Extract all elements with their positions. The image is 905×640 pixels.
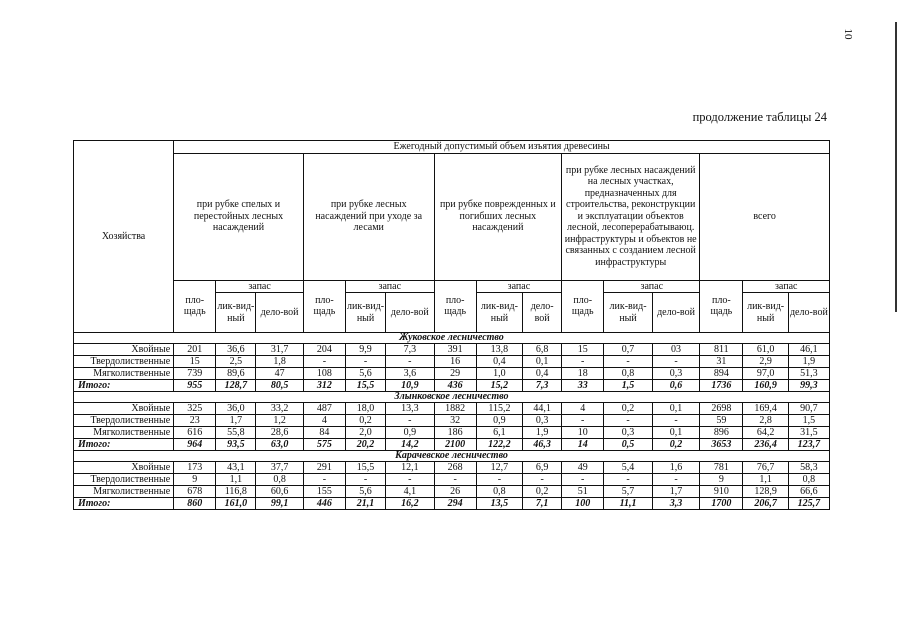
value-cell: 21,1 (346, 498, 386, 510)
value-cell: 0,8 (476, 486, 522, 498)
value-cell: 1,5 (604, 380, 653, 392)
value-cell: 125,7 (788, 498, 829, 510)
value-cell: 12,1 (386, 462, 435, 474)
value-cell: 811 (700, 344, 743, 356)
section-title: Злынковское лесничество (74, 392, 830, 403)
farm-header: Хозяйства (74, 141, 174, 333)
value-cell: 0,2 (652, 439, 699, 451)
value-cell: 1,9 (788, 356, 829, 368)
value-cell: 4,1 (386, 486, 435, 498)
value-cell: 9,9 (346, 344, 386, 356)
zapas-subheader: запас (346, 280, 435, 293)
value-cell: 896 (700, 427, 743, 439)
value-cell: 3,3 (652, 498, 699, 510)
value-cell: 13,5 (476, 498, 522, 510)
value-cell: 7,3 (523, 380, 562, 392)
value-cell: 5,6 (346, 368, 386, 380)
value-cell: - (652, 356, 699, 368)
value-cell: 1,7 (652, 486, 699, 498)
value-cell: - (346, 356, 386, 368)
business-subheader: дело-вой (652, 293, 699, 333)
value-cell: 0,1 (652, 427, 699, 439)
value-cell: 108 (303, 368, 345, 380)
table-row (74, 486, 830, 498)
value-cell: 3653 (700, 439, 743, 451)
value-cell: 6,1 (476, 427, 522, 439)
value-cell: - (386, 356, 435, 368)
page-number: 10 (842, 28, 854, 40)
value-cell: 100 (562, 498, 604, 510)
value-cell: - (604, 356, 653, 368)
species-group-name: Итого: (74, 380, 174, 392)
value-cell: 0,2 (346, 415, 386, 427)
value-cell: 23 (174, 415, 216, 427)
value-cell: 964 (174, 439, 216, 451)
section-title: Жуковское лесничество (74, 333, 830, 344)
value-cell: 2,8 (743, 415, 788, 427)
table-row (74, 415, 830, 427)
value-cell: 781 (700, 462, 743, 474)
species-group-name: Итого: (74, 498, 174, 510)
value-cell: 5,4 (604, 462, 653, 474)
value-cell: 2698 (700, 403, 743, 415)
value-cell: 0,3 (652, 368, 699, 380)
value-cell: 0,6 (652, 380, 699, 392)
area-subheader: пло-щадь (562, 280, 604, 333)
value-cell: 0,7 (604, 344, 653, 356)
species-group-name: Хвойные (74, 462, 174, 474)
value-cell: 4 (303, 415, 345, 427)
page-edge-line (895, 22, 897, 312)
table-row (74, 368, 830, 380)
table-caption: продолжение таблицы 24 (692, 110, 827, 124)
value-cell: 51 (562, 486, 604, 498)
value-cell: 7,3 (386, 344, 435, 356)
value-cell: 1,1 (216, 474, 256, 486)
value-cell: 6,9 (523, 462, 562, 474)
table-row (74, 403, 830, 415)
liquid-subheader: лик-вид-ный (476, 293, 522, 333)
table-row (74, 462, 830, 474)
value-cell: 0,2 (604, 403, 653, 415)
species-group-name: Хвойные (74, 344, 174, 356)
value-cell: 1,1 (743, 474, 788, 486)
value-cell: 36,0 (216, 403, 256, 415)
zapas-subheader: запас (743, 280, 830, 293)
value-cell: 678 (174, 486, 216, 498)
value-cell: 169,4 (743, 403, 788, 415)
value-cell: 61,0 (743, 344, 788, 356)
value-cell: 11,1 (604, 498, 653, 510)
value-cell: 47 (256, 368, 303, 380)
value-cell: 1,6 (652, 462, 699, 474)
species-group-name: Итого: (74, 439, 174, 451)
value-cell: 291 (303, 462, 345, 474)
value-cell: 391 (434, 344, 476, 356)
liquid-subheader: лик-вид-ный (216, 293, 256, 333)
value-cell: 13,3 (386, 403, 435, 415)
value-cell: 46,3 (523, 439, 562, 451)
value-cell: 18 (562, 368, 604, 380)
value-cell: 123,7 (788, 439, 829, 451)
value-cell: 910 (700, 486, 743, 498)
value-cell: 0,9 (386, 427, 435, 439)
value-cell: 31,7 (256, 344, 303, 356)
value-cell: 0,1 (523, 356, 562, 368)
value-cell: 4 (562, 403, 604, 415)
species-group-name: Твердолиственные (74, 356, 174, 368)
value-cell: 03 (652, 344, 699, 356)
harvest-volume-table (73, 140, 830, 510)
value-cell: 155 (303, 486, 345, 498)
value-cell: 204 (303, 344, 345, 356)
value-cell: 268 (434, 462, 476, 474)
value-cell: 15 (562, 344, 604, 356)
business-subheader: дело-вой (256, 293, 303, 333)
zapas-subheader: запас (476, 280, 561, 293)
zapas-subheader: запас (604, 280, 700, 293)
value-cell: 12,7 (476, 462, 522, 474)
value-cell: 55,8 (216, 427, 256, 439)
table-row (74, 344, 830, 356)
value-cell: - (303, 356, 345, 368)
value-cell: 13,8 (476, 344, 522, 356)
value-cell: - (476, 474, 522, 486)
value-cell: 9 (174, 474, 216, 486)
value-cell: 236,4 (743, 439, 788, 451)
value-cell: 37,7 (256, 462, 303, 474)
category-header: при рубке лесных насаждений при уходе за лесами (303, 153, 434, 280)
value-cell: 1736 (700, 380, 743, 392)
species-group-name: Хвойные (74, 403, 174, 415)
value-cell: 201 (174, 344, 216, 356)
value-cell: 128,9 (743, 486, 788, 498)
value-cell: 28,6 (256, 427, 303, 439)
value-cell: 0,3 (523, 415, 562, 427)
value-cell: - (434, 474, 476, 486)
value-cell: - (346, 474, 386, 486)
value-cell: 7,1 (523, 498, 562, 510)
species-group-name: Твердолиственные (74, 474, 174, 486)
value-cell: - (562, 356, 604, 368)
value-cell: 16 (434, 356, 476, 368)
value-cell: 36,6 (216, 344, 256, 356)
category-header: при рубке поврежденных и погибших лесных насаждений (434, 153, 562, 280)
value-cell: 10 (562, 427, 604, 439)
value-cell: 0,2 (523, 486, 562, 498)
value-cell: - (562, 415, 604, 427)
zapas-subheader: запас (216, 280, 304, 293)
value-cell: 93,5 (216, 439, 256, 451)
table-row (74, 356, 830, 368)
total-row (74, 380, 830, 392)
liquid-subheader: лик-вид-ный (346, 293, 386, 333)
business-subheader: дело-вой (386, 293, 435, 333)
total-row (74, 439, 830, 451)
value-cell: 58,3 (788, 462, 829, 474)
value-cell: 64,2 (743, 427, 788, 439)
category-header: при рубке спелых и перестойных лесных насаждений (174, 153, 304, 280)
value-cell: 739 (174, 368, 216, 380)
business-subheader: дело-вой (788, 293, 829, 333)
species-group-name: Твердолиственные (74, 415, 174, 427)
species-group-name: Мягколиственные (74, 368, 174, 380)
value-cell: 116,8 (216, 486, 256, 498)
value-cell: 10,9 (386, 380, 435, 392)
value-cell: 90,7 (788, 403, 829, 415)
value-cell: 0,4 (476, 356, 522, 368)
value-cell: 18,0 (346, 403, 386, 415)
value-cell: - (562, 474, 604, 486)
value-cell: 5,6 (346, 486, 386, 498)
species-group-name: Мягколиственные (74, 486, 174, 498)
value-cell: - (652, 415, 699, 427)
value-cell: 1,2 (256, 415, 303, 427)
value-cell: 1,8 (256, 356, 303, 368)
value-cell: 436 (434, 380, 476, 392)
total-row (74, 498, 830, 510)
value-cell: 43,1 (216, 462, 256, 474)
value-cell: 115,2 (476, 403, 522, 415)
business-subheader: дело-вой (523, 293, 562, 333)
section-title: Карачевское лесничество (74, 451, 830, 462)
value-cell: 16,2 (386, 498, 435, 510)
liquid-subheader: лик-вид-ный (604, 293, 653, 333)
value-cell: 2,9 (743, 356, 788, 368)
category-header: при рубке лесных насаждений на лесных участках, предназначенных для строительства, реконструкции и эксплуатации объектов лесной, лесоперерабатываюц. инфраструктуры и объектов не связанных с созданием лесной инфраструктуры (562, 153, 700, 280)
area-subheader: пло-щадь (434, 280, 476, 333)
value-cell: 575 (303, 439, 345, 451)
value-cell: 1700 (700, 498, 743, 510)
value-cell: 0,8 (604, 368, 653, 380)
value-cell: 0,8 (256, 474, 303, 486)
value-cell: 294 (434, 498, 476, 510)
value-cell: 15,2 (476, 380, 522, 392)
value-cell: 15,5 (346, 380, 386, 392)
value-cell: 2100 (434, 439, 476, 451)
value-cell: 99,3 (788, 380, 829, 392)
area-subheader: пло-щадь (303, 280, 345, 333)
main-header: Ежегодный допустимый объем изъятия древесины (174, 141, 830, 154)
value-cell: - (303, 474, 345, 486)
value-cell: 1882 (434, 403, 476, 415)
value-cell: 186 (434, 427, 476, 439)
value-cell: 14,2 (386, 439, 435, 451)
value-cell: 161,0 (216, 498, 256, 510)
value-cell: 31,5 (788, 427, 829, 439)
value-cell: 2,5 (216, 356, 256, 368)
value-cell: 128,7 (216, 380, 256, 392)
value-cell: 33 (562, 380, 604, 392)
value-cell: 66,6 (788, 486, 829, 498)
value-cell: 1,7 (216, 415, 256, 427)
value-cell: - (604, 415, 653, 427)
value-cell: 446 (303, 498, 345, 510)
value-cell: 44,1 (523, 403, 562, 415)
value-cell: 173 (174, 462, 216, 474)
value-cell: 97,0 (743, 368, 788, 380)
value-cell: 14 (562, 439, 604, 451)
value-cell: 0,3 (604, 427, 653, 439)
value-cell: 59 (700, 415, 743, 427)
value-cell: 0,4 (523, 368, 562, 380)
value-cell: 80,5 (256, 380, 303, 392)
value-cell: - (386, 415, 435, 427)
value-cell: 0,5 (604, 439, 653, 451)
table-row (74, 474, 830, 486)
value-cell: 84 (303, 427, 345, 439)
value-cell: 6,8 (523, 344, 562, 356)
value-cell: - (523, 474, 562, 486)
value-cell: 0,1 (652, 403, 699, 415)
value-cell: 29 (434, 368, 476, 380)
value-cell: 32 (434, 415, 476, 427)
value-cell: 76,7 (743, 462, 788, 474)
value-cell: 487 (303, 403, 345, 415)
value-cell: 312 (303, 380, 345, 392)
value-cell: 3,6 (386, 368, 435, 380)
value-cell: - (386, 474, 435, 486)
value-cell: 325 (174, 403, 216, 415)
area-subheader: пло-щадь (700, 280, 743, 333)
category-header: всего (700, 153, 830, 280)
value-cell: 31 (700, 356, 743, 368)
value-cell: 616 (174, 427, 216, 439)
value-cell: - (604, 474, 653, 486)
value-cell: 0,9 (476, 415, 522, 427)
value-cell: 33,2 (256, 403, 303, 415)
value-cell: - (652, 474, 699, 486)
value-cell: 1,5 (788, 415, 829, 427)
value-cell: 51,3 (788, 368, 829, 380)
value-cell: 20,2 (346, 439, 386, 451)
value-cell: 63,0 (256, 439, 303, 451)
value-cell: 1,0 (476, 368, 522, 380)
value-cell: 49 (562, 462, 604, 474)
value-cell: 160,9 (743, 380, 788, 392)
value-cell: 0,8 (788, 474, 829, 486)
value-cell: 15 (174, 356, 216, 368)
species-group-name: Мягколиственные (74, 427, 174, 439)
value-cell: 15,5 (346, 462, 386, 474)
value-cell: 5,7 (604, 486, 653, 498)
value-cell: 206,7 (743, 498, 788, 510)
value-cell: 122,2 (476, 439, 522, 451)
value-cell: 89,6 (216, 368, 256, 380)
area-subheader: пло-щадь (174, 280, 216, 333)
value-cell: 860 (174, 498, 216, 510)
value-cell: 9 (700, 474, 743, 486)
value-cell: 46,1 (788, 344, 829, 356)
value-cell: 955 (174, 380, 216, 392)
value-cell: 894 (700, 368, 743, 380)
value-cell: 1,9 (523, 427, 562, 439)
value-cell: 2,0 (346, 427, 386, 439)
value-cell: 60,6 (256, 486, 303, 498)
value-cell: 26 (434, 486, 476, 498)
value-cell: 99,1 (256, 498, 303, 510)
table-row (74, 427, 830, 439)
liquid-subheader: лик-вид-ный (743, 293, 788, 333)
